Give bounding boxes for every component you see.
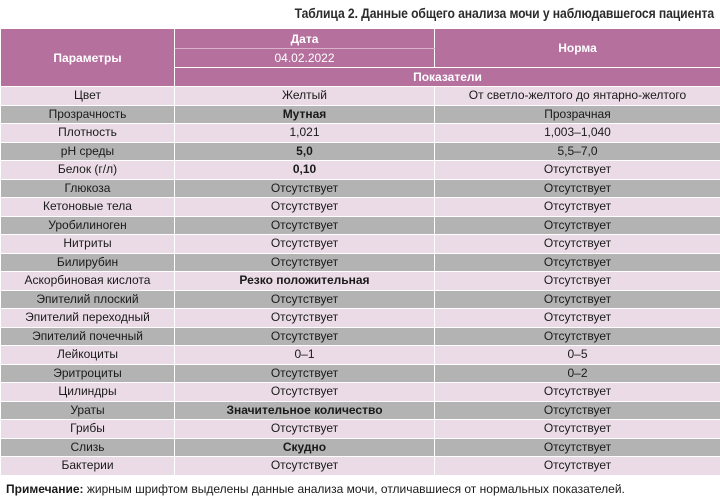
table-row [1,364,720,383]
row-value: Отсутствует [175,327,435,346]
row-param: Ураты [1,401,175,420]
row-param: Цилиндры [1,383,175,402]
row-norm: Отсутствует [435,438,720,457]
row-value: Отсутствует [175,179,435,198]
row-param: pH среды [1,142,175,161]
row-norm: 1,003–1,040 [435,124,720,143]
row-param: Бактерии [1,457,175,476]
row-norm: Отсутствует [435,235,720,254]
row-norm: Отсутствует [435,161,720,180]
row-param: Эпителий почечный [1,327,175,346]
row-param: Прозрачность [1,105,175,124]
header-date-value: 04.02.2022 [175,49,435,68]
row-param: Цвет [1,87,175,106]
table-row [1,142,720,161]
row-norm: Отсутствует [435,327,720,346]
table-body [1,87,720,476]
table-row [1,401,720,420]
row-param: Эпителий плоский [1,290,175,309]
row-param: Слизь [1,438,175,457]
row-norm: Отсутствует [435,272,720,291]
row-value: Отсутствует [175,216,435,235]
row-param: Эритроциты [1,364,175,383]
table-row [1,253,720,272]
row-param: Грибы [1,420,175,439]
urinalysis-table [0,28,720,476]
row-norm: Отсутствует [435,198,720,217]
row-value: Скудно [175,438,435,457]
header-indicators: Показатели [175,68,720,87]
table-row [1,272,720,291]
row-param: Эпителий переходный [1,309,175,328]
row-param: Уробилиноген [1,216,175,235]
row-param: Плотность [1,124,175,143]
row-norm: Отсутствует [435,216,720,235]
table-row [1,383,720,402]
header-date-label: Дата [175,29,435,49]
row-norm: 0–5 [435,346,720,365]
row-norm: Отсутствует [435,457,720,476]
row-value: 1,021 [175,124,435,143]
row-value: Отсутствует [175,457,435,476]
table-row [1,457,720,476]
row-value: 0,10 [175,161,435,180]
row-param: Кетоновые тела [1,198,175,217]
row-norm: Отсутствует [435,401,720,420]
row-param: Нитриты [1,235,175,254]
row-value: Резко положительная [175,272,435,291]
row-param: Лейкоциты [1,346,175,365]
table-row [1,346,720,365]
row-value: Отсутствует [175,290,435,309]
row-norm: От светло-желтого до янтарно-желтого [435,87,720,106]
table-row [1,179,720,198]
table-caption: Таблица 2. Данные общего анализа мочи у наблюдавшегося пациента [294,6,714,21]
row-value: Отсутствует [175,364,435,383]
table-row [1,290,720,309]
header-norm: Норма [435,29,720,68]
row-norm: Отсутствует [435,179,720,198]
table-row [1,87,720,106]
table-row [1,438,720,457]
row-norm: Отсутствует [435,383,720,402]
footnote-label: Примечание: [6,482,84,496]
row-norm: Отсутствует [435,420,720,439]
row-value: 0–1 [175,346,435,365]
table-row [1,327,720,346]
row-value: Отсутствует [175,198,435,217]
row-param: Аскорбиновая кислота [1,272,175,291]
row-norm: Отсутствует [435,253,720,272]
row-value: Желтый [175,87,435,106]
row-value: 5,0 [175,142,435,161]
row-param: Белок (г/л) [1,161,175,180]
row-norm: Отсутствует [435,309,720,328]
row-value: Отсутствует [175,383,435,402]
table-row [1,124,720,143]
row-value: Мутная [175,105,435,124]
row-param: Билирубин [1,253,175,272]
row-value: Отсутствует [175,235,435,254]
footnote [6,482,625,496]
row-norm: 0–2 [435,364,720,383]
footnote-text: жирным шрифтом выделены данные анализа мочи, отличавшиеся от нормальных показателей. [83,482,625,496]
table-row [1,216,720,235]
row-value: Отсутствует [175,309,435,328]
row-param: Глюкоза [1,179,175,198]
row-norm: 5,5–7,0 [435,142,720,161]
row-norm: Прозрачная [435,105,720,124]
table-row [1,235,720,254]
row-value: Значительное количество [175,401,435,420]
row-value: Отсутствует [175,420,435,439]
table-row [1,309,720,328]
table-row [1,198,720,217]
table-row [1,105,720,124]
header-params: Параметры [1,29,175,87]
table-row [1,161,720,180]
row-norm: Отсутствует [435,290,720,309]
row-value: Отсутствует [175,253,435,272]
table-row [1,420,720,439]
